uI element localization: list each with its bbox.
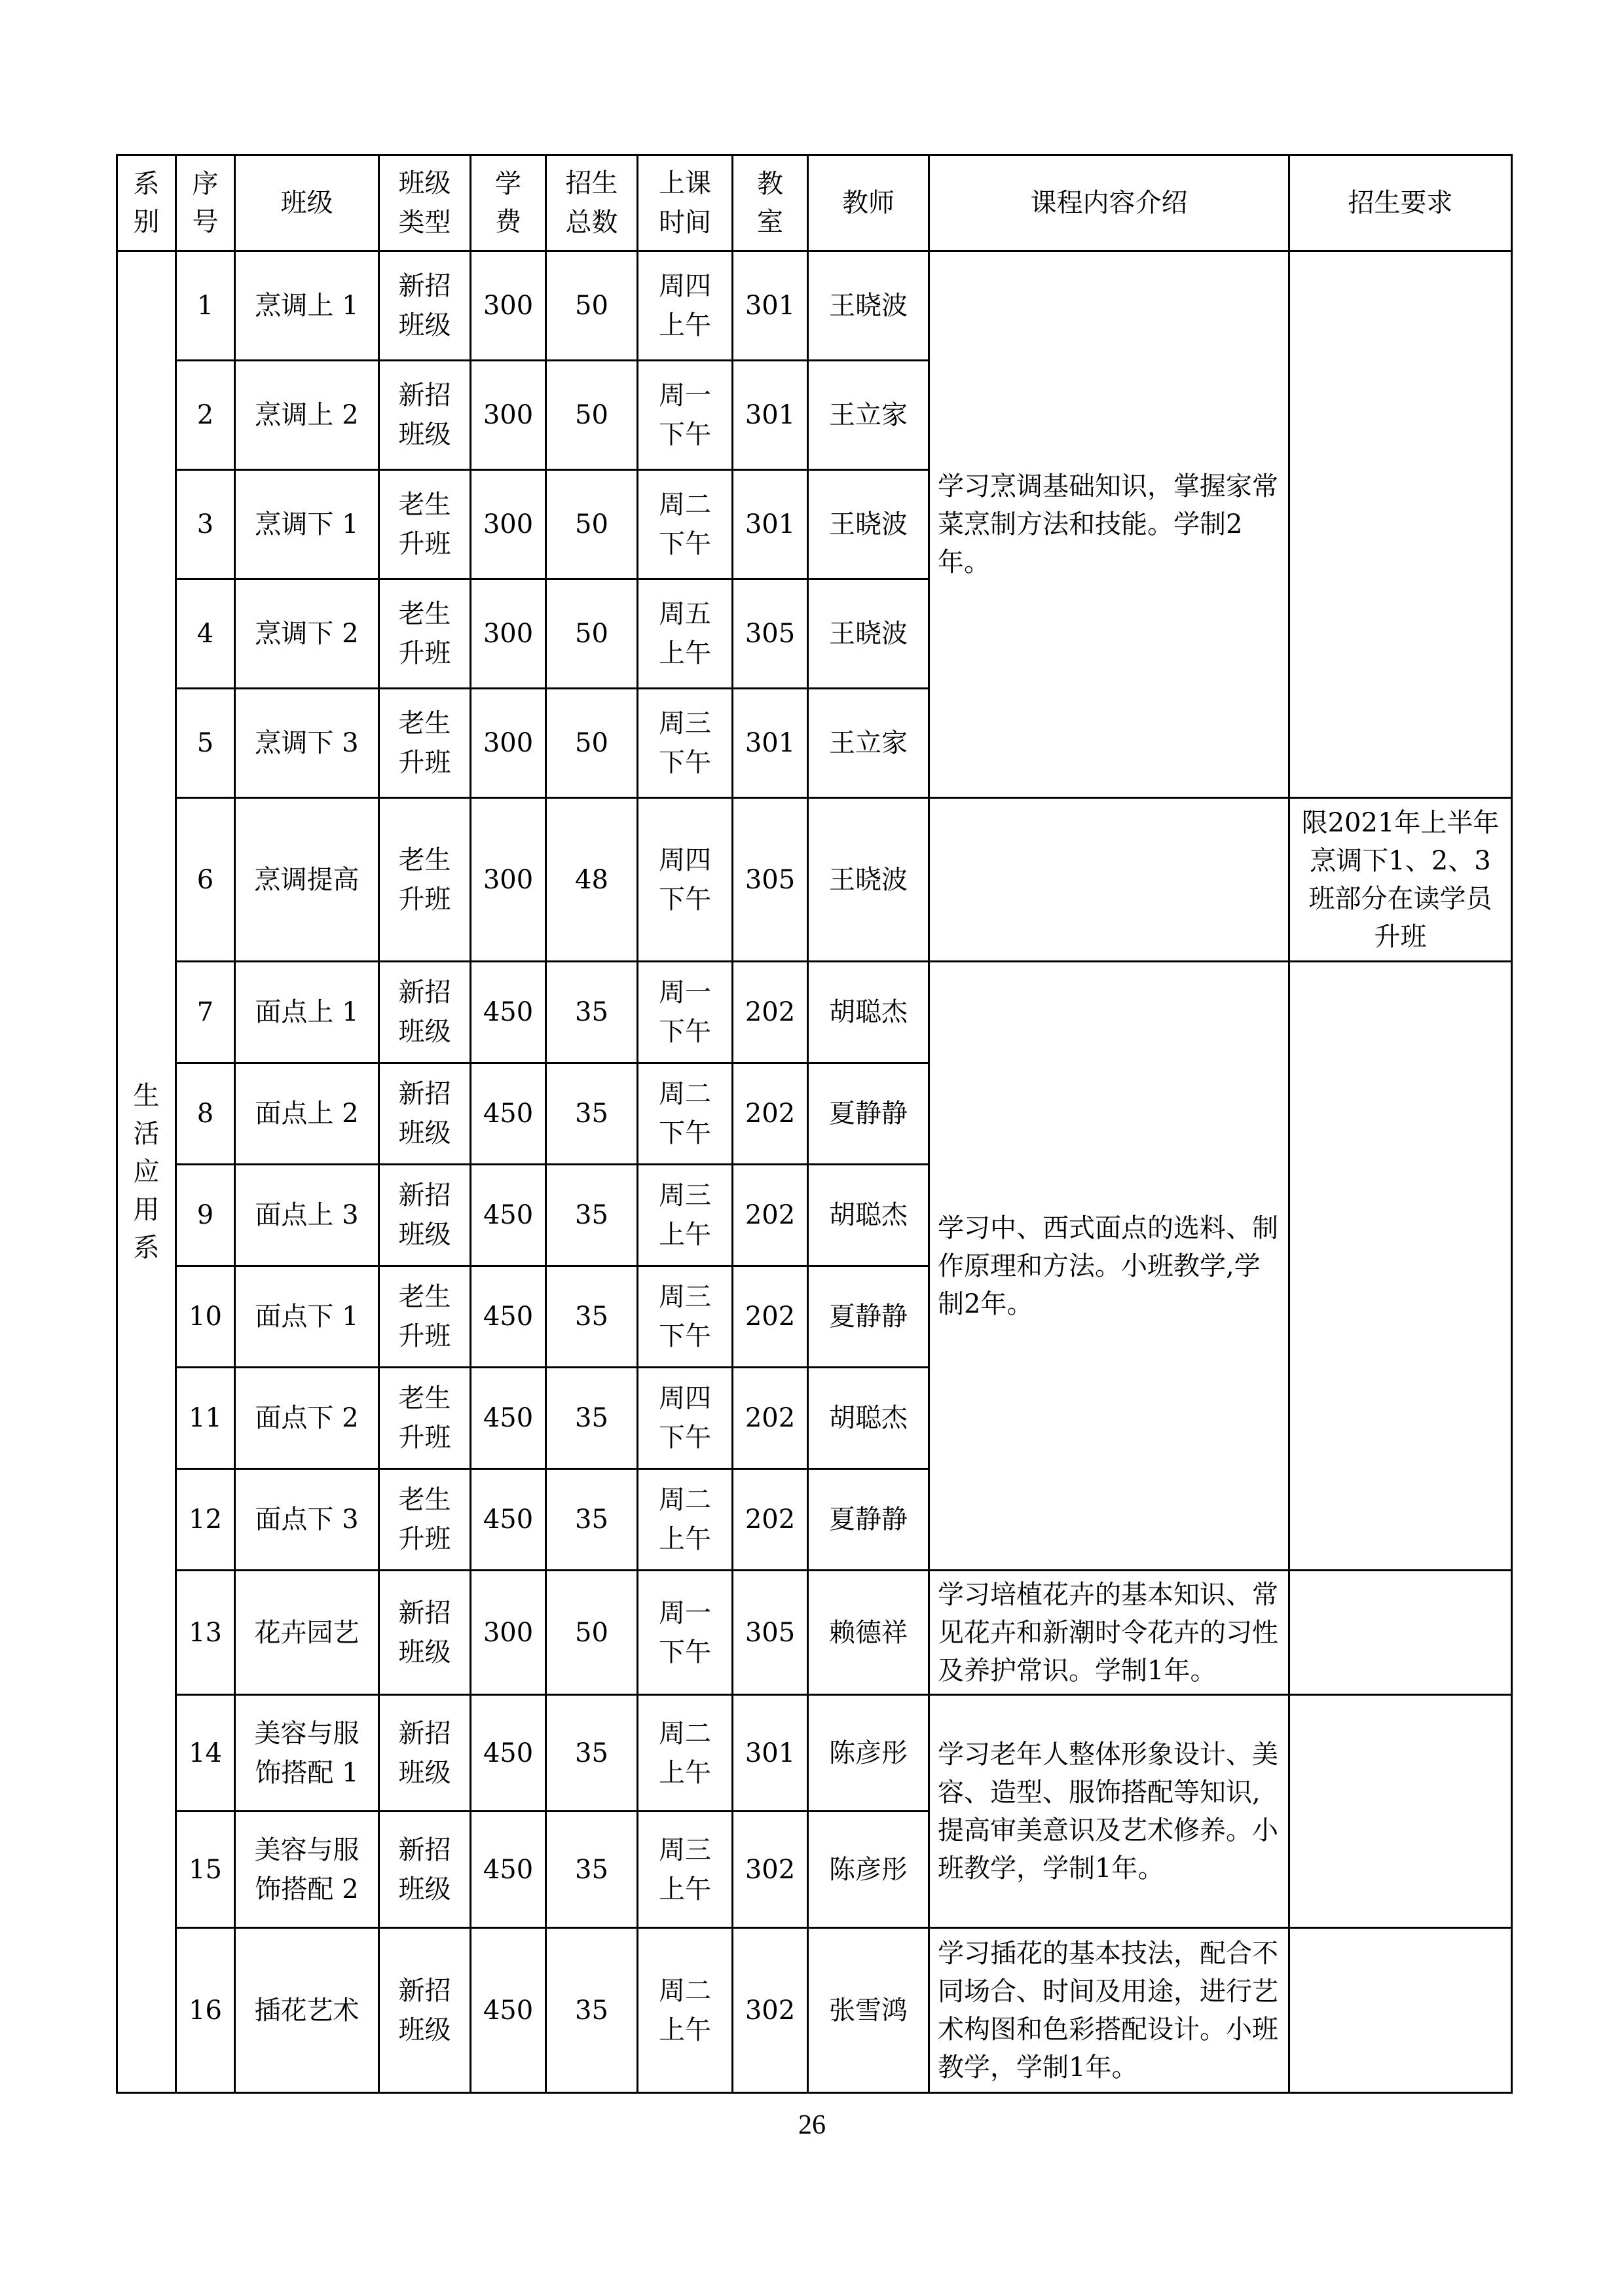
seq-cell: 8 (176, 1063, 235, 1165)
time-cell (638, 470, 733, 579)
cell-text: 面点上 1 (255, 997, 359, 1027)
class-cell (235, 1695, 379, 1812)
seq-cell: 16 (176, 1928, 235, 2093)
class-type-cell (379, 1571, 471, 1695)
class-type-cell (379, 1165, 471, 1266)
fee-cell: 450 (471, 1469, 546, 1571)
intro-beauty: 学习老年人整体形象设计、美容、造型、服饰搭配等知识,提高审美意识及艺术修养。小班教学，学制1年。 (929, 1695, 1289, 1928)
room-cell: 302 (733, 1812, 808, 1928)
class-type-cell (379, 689, 471, 798)
teacher-cell: 王晓波 (808, 579, 929, 689)
quota-cell: 50 (546, 579, 638, 689)
fee-cell: 450 (471, 1266, 546, 1368)
page-number: 26 (798, 2110, 826, 2140)
time-cell (638, 798, 733, 962)
room-cell: 202 (733, 1063, 808, 1165)
time-cell (638, 1469, 733, 1571)
cell-text: 周三上午 (659, 1180, 711, 1250)
intro-empty (929, 798, 1289, 962)
seq-cell: 6 (176, 798, 235, 962)
room-cell: 301 (733, 1695, 808, 1812)
cell-text: 新招班级 (398, 977, 451, 1047)
cell-text: 老生升班 (398, 708, 451, 778)
teacher-cell: 张雪鸿 (808, 1928, 929, 2093)
cell-text: 烹调下 3 (255, 728, 359, 758)
header-dept: 系别 (117, 155, 176, 251)
cell-text: 周三下午 (659, 708, 711, 778)
header-class: 班级 (235, 155, 379, 251)
requirement-empty (1289, 251, 1512, 798)
quota-cell: 48 (546, 798, 638, 962)
quota-cell: 50 (546, 361, 638, 470)
cell-text: 周四下午 (659, 845, 711, 915)
teacher-cell: 夏静静 (808, 1469, 929, 1571)
time-cell (638, 1695, 733, 1812)
class-cell (235, 798, 379, 962)
intro-flowers: 学习培植花卉的基本知识、常见花卉和新潮时令花卉的习性及养护常识。学制1年。 (929, 1571, 1289, 1695)
cell-text: 烹调上 2 (255, 400, 359, 430)
class-type-cell (379, 962, 471, 1063)
room-cell: 202 (733, 1469, 808, 1571)
cell-text: 周五上午 (659, 599, 711, 668)
class-type-cell (379, 1469, 471, 1571)
quota-cell: 35 (546, 1695, 638, 1812)
requirement-empty (1289, 1571, 1512, 1695)
time-cell (638, 579, 733, 689)
table-row (117, 798, 1512, 962)
cell-text: 老生升班 (398, 599, 451, 668)
time-cell (638, 361, 733, 470)
class-type-cell (379, 1695, 471, 1812)
class-cell (235, 1165, 379, 1266)
cell-text: 新招班级 (398, 1975, 451, 2045)
cell-text: 烹调提高 (254, 864, 360, 895)
fee-cell: 450 (471, 1368, 546, 1469)
fee-cell: 300 (471, 579, 546, 689)
class-type-cell (379, 470, 471, 579)
header-row (117, 155, 1512, 251)
header-room: 教室 (733, 155, 808, 251)
table-row (117, 1571, 1512, 1695)
quota-cell: 35 (546, 1063, 638, 1165)
table-body (117, 251, 1512, 2093)
class-type-cell (379, 798, 471, 962)
seq-cell: 3 (176, 470, 235, 579)
quota-cell: 50 (546, 1571, 638, 1695)
header-fee: 学费 (471, 155, 546, 251)
fee-cell: 300 (471, 798, 546, 962)
header-quota: 招生总数 (546, 155, 638, 251)
header-seq: 序号 (176, 155, 235, 251)
fee-cell: 300 (471, 470, 546, 579)
room-cell: 202 (733, 1368, 808, 1469)
time-cell (638, 1063, 733, 1165)
cell-text: 老生升班 (398, 1383, 451, 1453)
quota-cell: 50 (546, 470, 638, 579)
fee-cell: 450 (471, 1812, 546, 1928)
header-intro: 课程内容介绍 (929, 155, 1289, 251)
time-cell (638, 1266, 733, 1368)
room-cell: 301 (733, 689, 808, 798)
class-cell (235, 579, 379, 689)
class-type-cell (379, 579, 471, 689)
room-cell: 305 (733, 579, 808, 689)
class-cell (235, 1266, 379, 1368)
class-cell (235, 962, 379, 1063)
class-type-cell (379, 1063, 471, 1165)
fee-cell: 450 (471, 962, 546, 1063)
cell-text: 新招班级 (398, 1180, 451, 1250)
teacher-cell: 陈彦彤 (808, 1812, 929, 1928)
room-cell: 301 (733, 251, 808, 361)
fee-cell: 450 (471, 1063, 546, 1165)
time-cell (638, 689, 733, 798)
room-cell: 202 (733, 1266, 808, 1368)
room-cell: 301 (733, 361, 808, 470)
room-cell: 202 (733, 1165, 808, 1266)
class-type-cell (379, 1368, 471, 1469)
cell-text: 周一下午 (659, 1597, 711, 1667)
seq-cell: 5 (176, 689, 235, 798)
cell-text: 老生升班 (398, 1485, 451, 1554)
teacher-cell: 夏静静 (808, 1063, 929, 1165)
class-type-cell (379, 1812, 471, 1928)
cell-text: 面点下 1 (255, 1302, 359, 1332)
time-cell (638, 1368, 733, 1469)
header-time: 上课时间 (638, 155, 733, 251)
cell-text: 周一下午 (659, 977, 711, 1047)
requirement-empty (1289, 1695, 1512, 1928)
class-cell (235, 251, 379, 361)
class-cell (235, 1928, 379, 2093)
cell-text: 烹调下 1 (255, 509, 359, 539)
cell-text: 面点下 2 (255, 1403, 359, 1433)
seq-cell: 14 (176, 1695, 235, 1812)
seq-cell: 11 (176, 1368, 235, 1469)
cell-text: 新招班级 (398, 1079, 451, 1148)
cell-text: 美容与服饰搭配 1 (254, 1718, 360, 1788)
cell-text: 新招班级 (398, 380, 451, 450)
fee-cell: 300 (471, 251, 546, 361)
cell-text: 烹调下 2 (255, 619, 359, 649)
cell-text: 面点上 3 (255, 1200, 359, 1230)
table-row (117, 1928, 1512, 2093)
teacher-cell: 王立家 (808, 689, 929, 798)
teacher-cell: 夏静静 (808, 1266, 929, 1368)
department-label: 生活应用系 (133, 1080, 160, 1263)
requirement-empty (1289, 962, 1512, 1571)
cell-text: 老生升班 (398, 845, 451, 915)
cell-text: 周二下午 (659, 490, 711, 559)
class-cell (235, 1368, 379, 1469)
room-cell: 202 (733, 962, 808, 1063)
class-cell (235, 1469, 379, 1571)
course-table (116, 154, 1513, 2094)
class-cell (235, 1812, 379, 1928)
quota-cell: 35 (546, 1368, 638, 1469)
quota-cell: 35 (546, 1469, 638, 1571)
cell-text: 面点上 2 (255, 1099, 359, 1129)
cell-text: 老生升班 (398, 490, 451, 559)
cell-text: 周四上午 (659, 271, 711, 340)
class-cell (235, 689, 379, 798)
teacher-cell: 陈彦彤 (808, 1695, 929, 1812)
requirement-cell: 限2021年上半年烹调下1、2、3班部分在读学员升班 (1289, 798, 1512, 962)
quota-cell: 35 (546, 962, 638, 1063)
seq-cell: 13 (176, 1571, 235, 1695)
seq-cell: 1 (176, 251, 235, 361)
cell-text: 周三上午 (659, 1834, 711, 1904)
intro-pastry: 学习中、西式面点的选料、制作原理和方法。小班教学,学制2年。 (929, 962, 1289, 1571)
cell-text: 周二上午 (659, 1485, 711, 1554)
seq-cell: 2 (176, 361, 235, 470)
class-cell (235, 470, 379, 579)
fee-cell: 300 (471, 689, 546, 798)
cell-text: 烹调上 1 (255, 291, 359, 321)
class-type-cell (379, 1266, 471, 1368)
room-cell: 301 (733, 470, 808, 579)
quota-cell: 35 (546, 1812, 638, 1928)
teacher-cell: 王晓波 (808, 798, 929, 962)
teacher-cell: 赖德祥 (808, 1571, 929, 1695)
class-cell (235, 361, 379, 470)
cell-text: 美容与服饰搭配 2 (254, 1834, 360, 1904)
time-cell (638, 1165, 733, 1266)
teacher-cell: 胡聪杰 (808, 962, 929, 1063)
intro-cooking: 学习烹调基础知识，掌握家常菜烹制方法和技能。学制2年。 (929, 251, 1289, 798)
fee-cell: 450 (471, 1165, 546, 1266)
quota-cell: 35 (546, 1165, 638, 1266)
time-cell (638, 1571, 733, 1695)
class-cell (235, 1063, 379, 1165)
requirement-empty (1289, 1928, 1512, 2093)
room-cell: 305 (733, 798, 808, 962)
teacher-cell: 王晓波 (808, 470, 929, 579)
table-row (117, 962, 1512, 1063)
cell-text: 新招班级 (398, 271, 451, 340)
department-cell (117, 251, 176, 2093)
quota-cell: 50 (546, 689, 638, 798)
cell-text: 周一下午 (659, 380, 711, 450)
seq-cell: 4 (176, 579, 235, 689)
cell-text: 花卉园艺 (254, 1617, 360, 1648)
fee-cell: 300 (471, 1571, 546, 1695)
seq-cell: 10 (176, 1266, 235, 1368)
quota-cell: 50 (546, 251, 638, 361)
fee-cell: 300 (471, 361, 546, 470)
header-class-type: 班级类型 (379, 155, 471, 251)
cell-text: 新招班级 (398, 1718, 451, 1788)
cell-text: 周二上午 (659, 1975, 711, 2045)
seq-cell: 9 (176, 1165, 235, 1266)
cell-text: 新招班级 (398, 1597, 451, 1667)
teacher-cell: 王晓波 (808, 251, 929, 361)
seq-cell: 7 (176, 962, 235, 1063)
fee-cell: 450 (471, 1928, 546, 2093)
seq-cell: 15 (176, 1812, 235, 1928)
quota-cell: 35 (546, 1928, 638, 2093)
quota-cell: 35 (546, 1266, 638, 1368)
cell-text: 老生升班 (398, 1282, 451, 1351)
room-cell: 302 (733, 1928, 808, 2093)
room-cell: 305 (733, 1571, 808, 1695)
cell-text: 面点下 3 (255, 1504, 359, 1535)
cell-text: 周二下午 (659, 1079, 711, 1148)
time-cell (638, 962, 733, 1063)
time-cell (638, 1812, 733, 1928)
cell-text: 周三下午 (659, 1282, 711, 1351)
class-type-cell (379, 361, 471, 470)
table-row (117, 251, 1512, 361)
class-cell (235, 1571, 379, 1695)
fee-cell: 450 (471, 1695, 546, 1812)
table-row (117, 1695, 1512, 1812)
time-cell (638, 251, 733, 361)
class-type-cell (379, 1928, 471, 2093)
class-type-cell (379, 251, 471, 361)
cell-text: 插花艺术 (254, 1995, 360, 2026)
teacher-cell: 胡聪杰 (808, 1165, 929, 1266)
teacher-cell: 王立家 (808, 361, 929, 470)
cell-text: 新招班级 (398, 1834, 451, 1904)
intro-ikebana: 学习插花的基本技法，配合不同场合、时间及用途，进行艺术构图和色彩搭配设计。小班教学，学制1年。 (929, 1928, 1289, 2093)
cell-text: 周二上午 (659, 1718, 711, 1788)
header-requirement: 招生要求 (1289, 155, 1512, 251)
seq-cell: 12 (176, 1469, 235, 1571)
teacher-cell: 胡聪杰 (808, 1368, 929, 1469)
header-teacher: 教师 (808, 155, 929, 251)
cell-text: 周四下午 (659, 1383, 711, 1453)
time-cell (638, 1928, 733, 2093)
